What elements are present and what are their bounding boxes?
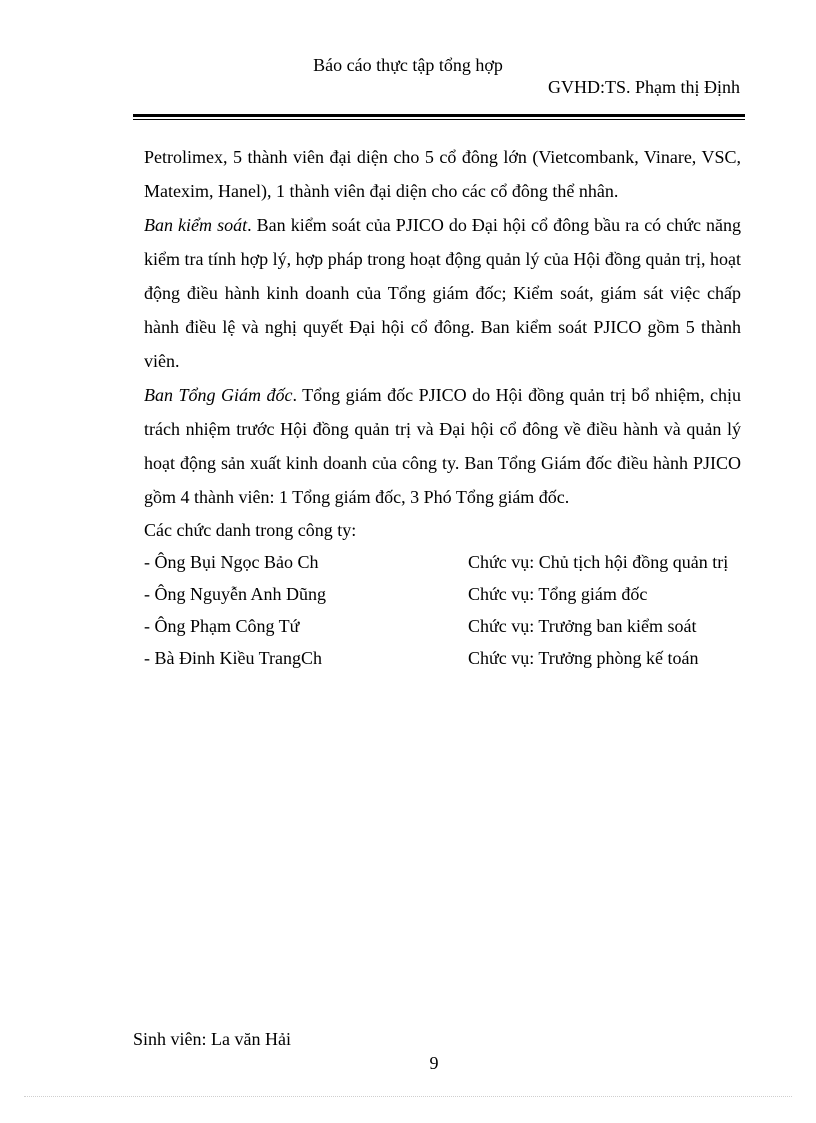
- report-title: Báo cáo thực tập tổng hợp: [313, 55, 503, 75]
- supervisory-board-paragraph: [144, 208, 741, 378]
- header-divider-thin: [133, 119, 745, 120]
- directors-board-text: . Tổng giám đốc PJICO do Hội đồng quản trị bổ nhiệm, chịu trách nhiệm trước Hội đồng quản trị và Đại hội cổ đông về điều hành và quản lý hoạt động sản xuất kinh doanh của công ty. Ban Tổng Giám đốc điều hành PJICO gồm 4 thành viên: 1 Tổng giám đốc, 3 Phó Tổng giám đốc.: [144, 385, 741, 507]
- officer-row: [144, 578, 741, 610]
- advisor-name: GVHD:TS. Phạm thị Định: [547, 77, 740, 97]
- officer-name: - Ông Nguyễn Anh Dũng: [144, 584, 326, 604]
- directors-board-label: Ban Tổng Giám đốc: [144, 385, 293, 405]
- directors-board-paragraph: [144, 378, 741, 514]
- officer-name: - Ông Bụi Ngọc Bảo Ch: [144, 552, 319, 572]
- officer-row: [144, 610, 741, 642]
- page-bottom-border: [24, 1096, 792, 1097]
- page-number: 9: [429, 1053, 439, 1073]
- header-divider-thick: [133, 114, 745, 117]
- officers-heading: Các chức danh trong công ty:: [144, 520, 357, 540]
- student-name: Sinh viên: La văn Hải: [133, 1029, 291, 1049]
- officer-name: - Ông Phạm Công Tứ: [144, 616, 300, 636]
- intro-paragraph: Petrolimex, 5 thành viên đại diện cho 5 cổ đông lớn (Vietcombank, Vinare, VSC, Matexim, Hanel), 1 thành viên đại diện cho các cổ đông thể nhân.: [144, 147, 741, 201]
- supervisory-board-text: . Ban kiểm soát của PJICO do Đại hội cổ đông bầu ra có chức năng kiểm tra tính hợp lý, hợp pháp trong hoạt động quản lý của Hội đồng quản trị, hoạt động điều hành kinh doanh của Tổng giám đốc; Kiểm soát, giám sát việc chấp hành điều lệ và nghị quyết Đại hội cổ đông. Ban kiểm soát PJICO gồm 5 thành viên.: [144, 215, 742, 371]
- officers-list: [144, 546, 741, 674]
- officer-row: [144, 546, 741, 578]
- officer-role: Chức vụ: Trưởng phòng kế toán: [468, 648, 699, 668]
- officer-role: Chức vụ: Tổng giám đốc: [468, 584, 648, 604]
- page-body: [144, 140, 741, 674]
- officer-role: Chức vụ: Trưởng ban kiểm soát: [468, 616, 697, 636]
- supervisory-board-label: Ban kiểm soát: [144, 215, 248, 235]
- officer-row: [144, 642, 741, 674]
- officer-role: Chức vụ: Chủ tịch hội đồng quản trị: [468, 552, 729, 572]
- officer-name: - Bà Đinh Kiều TrangCh: [144, 648, 323, 668]
